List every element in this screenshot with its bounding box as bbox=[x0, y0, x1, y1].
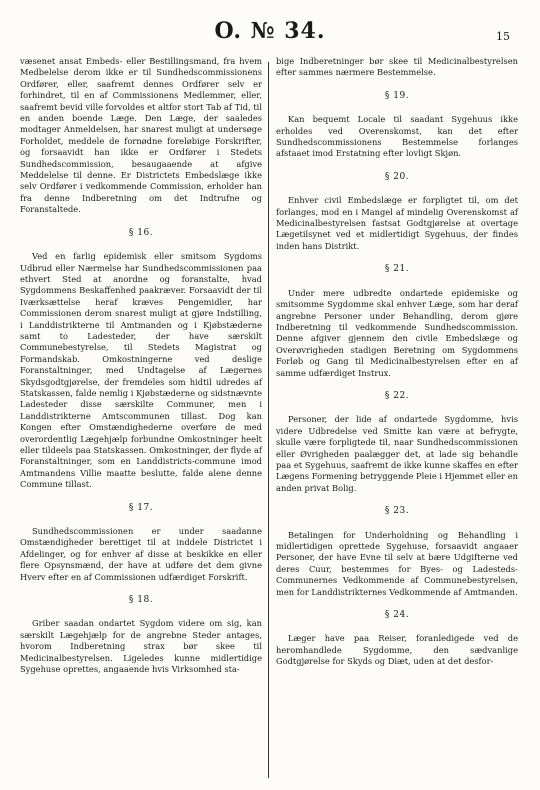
section-heading-16: § 16. bbox=[128, 227, 154, 238]
paragraph-17: Sundhedscommissionen er under saadanne Omstændigheder berettiget til at inddele Districtet i Afdelinger, og for enhver af disse at beskikke en eller flere Opsynsmænd, der have at udføre det dem givne Hverv efter en af Commissionen udfærdiget Forskrift. bbox=[20, 526, 262, 582]
section-heading-17: § 17. bbox=[128, 502, 154, 513]
right-column bbox=[276, 56, 518, 672]
header-title: O. № 34. bbox=[214, 18, 326, 44]
paragraph-16: Ved en farlig epidemisk eller smitsom Sygdoms Udbrud eller Nærmelse har Sundhedscommissionen paa ethvert Sted at anordne og foranstalte, hvad Sygdommens Beskaffenhed paakræver. Forsaavidt der til Iværksættelse heraf kræves Pengemidler, har Commissionen derom snarest muligt at gjøre Indstilling, i Landdistrikterne til Amtmanden og i Kjøbstæderne samt to Ladesteder, der have særskilt Communebestyrelse, til Stedets Magistrat og Formandskab. Omkostningerne ved deslige Foranstaltninger, med Undtagelse af Lægernes Skydsgodtgjørelse, der fremdeles som hidtil udredes af Statskassen, falde nemlig i Kjøbstæderne og sidstnævnte Ladesteder disse særskilte Communer, men i Landdistrikterne Amtscommunen tillast. Dog kan Kongen efter Omstændighederne overføre de med overordentlig Lægehjælp forbundne Omkostninger heelt eller tildeels paa Statskassen. Omkostninger, der flyde af Foranstaltninger, som en Landdistricts-commune imod Amtmandens Villie maatte beslutte, falde alene denne Commune tillast. bbox=[20, 251, 262, 490]
paragraph-20: Enhver civil Embedslæge er forpligtet til, om det forlanges, mod en i Mangel af mindelig Overenskomst af Medicinalbestyrelsen fastsat Godtgjørelse at overtage Lægetilsynet ved et midlertidigt Sygehuus, der findes inden hans Distrikt. bbox=[276, 195, 518, 251]
paragraph-18: Griber saadan ondartet Sygdom videre om sig, kan særskilt Lægehjælp for de angrebne Steder antages, hvorom Indberetning strax bør skee til Medicinalbestyrelsen. Ligeledes kunne midlertidige Sygehuse oprettes, angaaende hvis Virksomhed sta- bbox=[20, 618, 262, 675]
paragraph-22: Personer, der lide af ondartede Sygdomme, hvis videre Udbredelse ved Smitte kan være at befrygte, skulle være forpligtede til, naar Sundhedscommissionen eller Øvrigheden paalægger det, at lade sig behandle paa et Sygehuus, saafremt de ikke kunne skaffes en efter Lægens Formening betryggende Pleie i Hjemmet eller en anden privat Bolig. bbox=[276, 414, 518, 493]
section-heading-24: § 24. bbox=[384, 610, 410, 621]
paragraph-21: Under mere udbredte ondartede epidemiske og smitsomme Sygdomme skal enhver Læge, som har deraf angrebne Personer under Behandling, derom gjøre Indberetning til vedkommende Sundhedscommission. Denne afgiver gjennem den civile Embedslæge og Overøvrigheden stadigen Beretning om Sygdommens Forløb og Gang til Medicinalbestyrelsen efter en af samme udfærdiget Instrux. bbox=[276, 287, 518, 378]
column-divider bbox=[268, 62, 269, 778]
paragraph-23: Betalingen for Underholdning og Behandling i midlertidigen oprettede Sygehuse, forsaavidt angaaer Personer, der have Evne til selv at bære Udgifterne ved deres Cuur, bestemmes for Byes- og Ladesteds-Communernes Vedkommende af Communebestyrelsen, men for Landdistrikternes Vedkommende af Amtmanden. bbox=[276, 529, 518, 597]
paragraph-continued: væsenet ansat Embeds- eller Bestillingsmand, fra hvem Medbelelse derom ikke er til Sundhedscommissionens Ordfører, eller, saafremt dennes Ordfører selv er forhindret, til en af Commissionens Medlemmer, eller, saafremt bevid ville forvoldes et altfor stort Tab af Tid, til en anden boende Læge. Den Læge, der saaledes modtager Anmeldelsen, har snarest muligt at undersøge Forholdet, meddele de fornødne foreløbige Forskrifter, og forsaavidt han ikke er Ordfører i Stedets Sundhedscommission, besaugaaende at afgive Meddelelse til denne. Er Districtets Embedslæge ikke selv Ordfører i vedkommende Commission, erholder han fra denne Indberetning om det Indtrufne og Foranstaltede. bbox=[20, 56, 262, 215]
section-heading-21: § 21. bbox=[384, 264, 410, 275]
page-header bbox=[0, 6, 540, 50]
paragraph-19: Kan bequemt Locale til saadant Sygehuus ikke erholdes ved Overenskomst, kan det efter Sundhedscommissionens Bestemmelse forlanges afstaaet imod Erstatning efter lovligt Skjøn. bbox=[276, 114, 518, 159]
paragraph-24: Læger have paa Reiser, foranledigede ved de heromhandlede Sygdomme, den sædvanlige Godtgjørelse for Skyds og Diæt, uden at det desfor- bbox=[276, 633, 518, 667]
left-column bbox=[20, 56, 262, 680]
section-heading-18: § 18. bbox=[128, 595, 154, 606]
section-heading-23: § 23. bbox=[384, 506, 410, 517]
paragraph-continued-right: bige Indberetninger bør skee til Medicinalbestyrelsen efter sammes nærmere Bestemmelse. bbox=[276, 56, 518, 78]
section-heading-19: § 19. bbox=[384, 90, 410, 101]
section-heading-22: § 22. bbox=[384, 390, 410, 401]
page-number: 15 bbox=[496, 30, 510, 43]
section-heading-20: § 20. bbox=[384, 171, 410, 182]
